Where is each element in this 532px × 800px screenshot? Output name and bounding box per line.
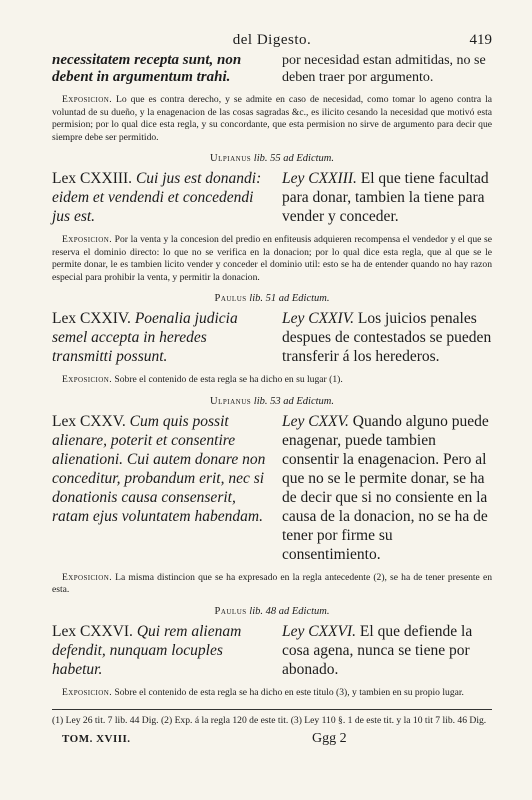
- exposicion-text: Sobre el contenido de esta regla se ha dicho en este titulo (3), y tambien en su propio lugar.: [114, 686, 464, 698]
- attribution-ref: lib. 53 ad Edictum.: [253, 395, 334, 407]
- exposicion-label: Exposicion.: [62, 234, 112, 245]
- section-attribution: [52, 153, 492, 164]
- intro-latin: necessitatem recepta sunt, non debent in argumentum trahi.: [52, 52, 242, 85]
- attribution-author: Ulpianus: [210, 153, 252, 164]
- latin-column: [52, 169, 268, 226]
- exposicion-text: Lo que es contra derecho, y se admite en caso de necesidad, como tomar lo ageno contra la voluntad de su dueño, y la enagenacion de las cosas sagradas &c., es ilicito cesando la necesidad que motivó esta permision; por lo qual dice esta regla, y su concordante, que esta permision no sirve de argumento para decir que siempre debe ser permitido.: [52, 94, 492, 143]
- intro-spanish: por necesidad estan admitidas, no se deben traer por argumento.: [282, 53, 486, 85]
- page-header: [52, 32, 492, 52]
- attribution-author: Paulus: [214, 293, 247, 304]
- section-exposicion: [52, 687, 492, 700]
- ley-label: Ley CXXV.: [282, 412, 349, 430]
- ley-label: Ley CXXIII.: [282, 170, 357, 187]
- exposicion-label: Exposicion.: [62, 94, 112, 105]
- spanish-text: El que tiene facultad para donar, tambien la tiene para vender y conceder.: [282, 170, 489, 225]
- section-attribution: [52, 606, 492, 617]
- page-number: 419: [469, 32, 492, 48]
- exposicion-label: Exposicion.: [62, 571, 112, 583]
- signature-mark: Ggg 2: [312, 730, 347, 746]
- attribution-author: Ulpianus: [210, 395, 252, 407]
- latin-column: [52, 412, 268, 564]
- page: [52, 32, 492, 751]
- latin-text: Cui jus est donandi: eidem et vendendi et concedendi jus est.: [52, 170, 262, 225]
- ley-label: Ley CXXVI.: [282, 622, 357, 640]
- spanish-column: [282, 412, 492, 564]
- lex-label: Lex CXXV.: [52, 412, 126, 430]
- intro-exposicion: [52, 94, 492, 144]
- exposicion-text: Sobre el contenido de esta regla se ha dicho en su lugar (1).: [114, 374, 343, 385]
- page-footer: [52, 731, 492, 751]
- section-exposicion: [52, 234, 492, 284]
- section-attribution: [52, 396, 492, 407]
- lex-label: Lex CXXIII.: [52, 170, 133, 187]
- attribution-author: Paulus: [214, 605, 247, 617]
- latin-text: Cum quis possit alienare, poterit et consentire alienationi. Cui autem donare non conceditur, probandum erit, nec si donationis causa consenserit, ratam ejus voluntatem habendam.: [52, 412, 266, 525]
- attribution-ref: lib. 55 ad Edictum.: [253, 153, 334, 164]
- footnotes: (1) Ley 26 tit. 7 lib. 44 Dig. (2) Exp. á la regla 120 de este tit. (3) Ley 110 §. 1 de este tit. y la 10 tit 7 lib. 46 Dig.: [52, 715, 487, 726]
- footnote-divider: [52, 709, 492, 710]
- volume-label: TOM. XVIII.: [62, 732, 131, 745]
- latin-column: [52, 622, 268, 679]
- spanish-text: Los juicios penales despues de contestados se pueden transferir á los herederos.: [282, 310, 492, 365]
- section-columns: [52, 169, 492, 226]
- latin-text: Poenalia judicia semel accepta in heredes transmitti possunt.: [52, 310, 238, 365]
- spanish-column: [282, 309, 492, 366]
- latin-text: Qui rem alienam defendit, nunquam locuples habetur.: [52, 622, 242, 678]
- ley-label: Ley CXXIV.: [282, 310, 355, 327]
- spanish-text: Quando alguno puede enagenar, puede tambien consentir la enagenacion. Pero al que no se le permite donar, se ha de decir que si no consiente en la causa de la donacion, no se ha de tener por firme su consentimiento.: [282, 412, 489, 563]
- attribution-ref: lib. 51 ad Edictum.: [249, 293, 330, 304]
- spanish-text: El que defiende la cosa agena, nunca se tiene por abonado.: [282, 622, 473, 678]
- exposicion-label: Exposicion.: [62, 686, 112, 698]
- section-columns: [52, 412, 492, 564]
- running-title: del Digesto.: [232, 32, 312, 48]
- spanish-column: [282, 622, 492, 679]
- section-exposicion: [52, 572, 492, 597]
- intro-columns: [52, 52, 492, 86]
- section-attribution: [52, 293, 492, 304]
- section-exposicion: [52, 374, 492, 387]
- exposicion-label: Exposicion.: [62, 374, 112, 385]
- section-columns: [52, 622, 492, 679]
- exposicion-text: La misma distincion que se ha expresado en la regla antecedente (2), se ha de tener presente en esta.: [52, 571, 492, 595]
- lex-label: Lex CXXIV.: [52, 310, 131, 327]
- latin-column: [52, 309, 268, 366]
- section-columns: [52, 309, 492, 366]
- exposicion-text: Por la venta y la concesion del predio en enfiteusis adquieren recompensa el vendedor y el que se reserva el dominio directo: lo que no se verifica en la donacion; por lo qual dice esta regla, que al que se le permite donar, le es tambien licito vender y conceder el dominio util: esto se ha de entender quando no hay razon especial para prohibir la venta, y permitir la donacion.: [52, 234, 492, 283]
- lex-label: Lex CXXVI.: [52, 622, 133, 640]
- spanish-column: [282, 169, 492, 226]
- attribution-ref: lib. 48 ad Edictum.: [249, 605, 330, 617]
